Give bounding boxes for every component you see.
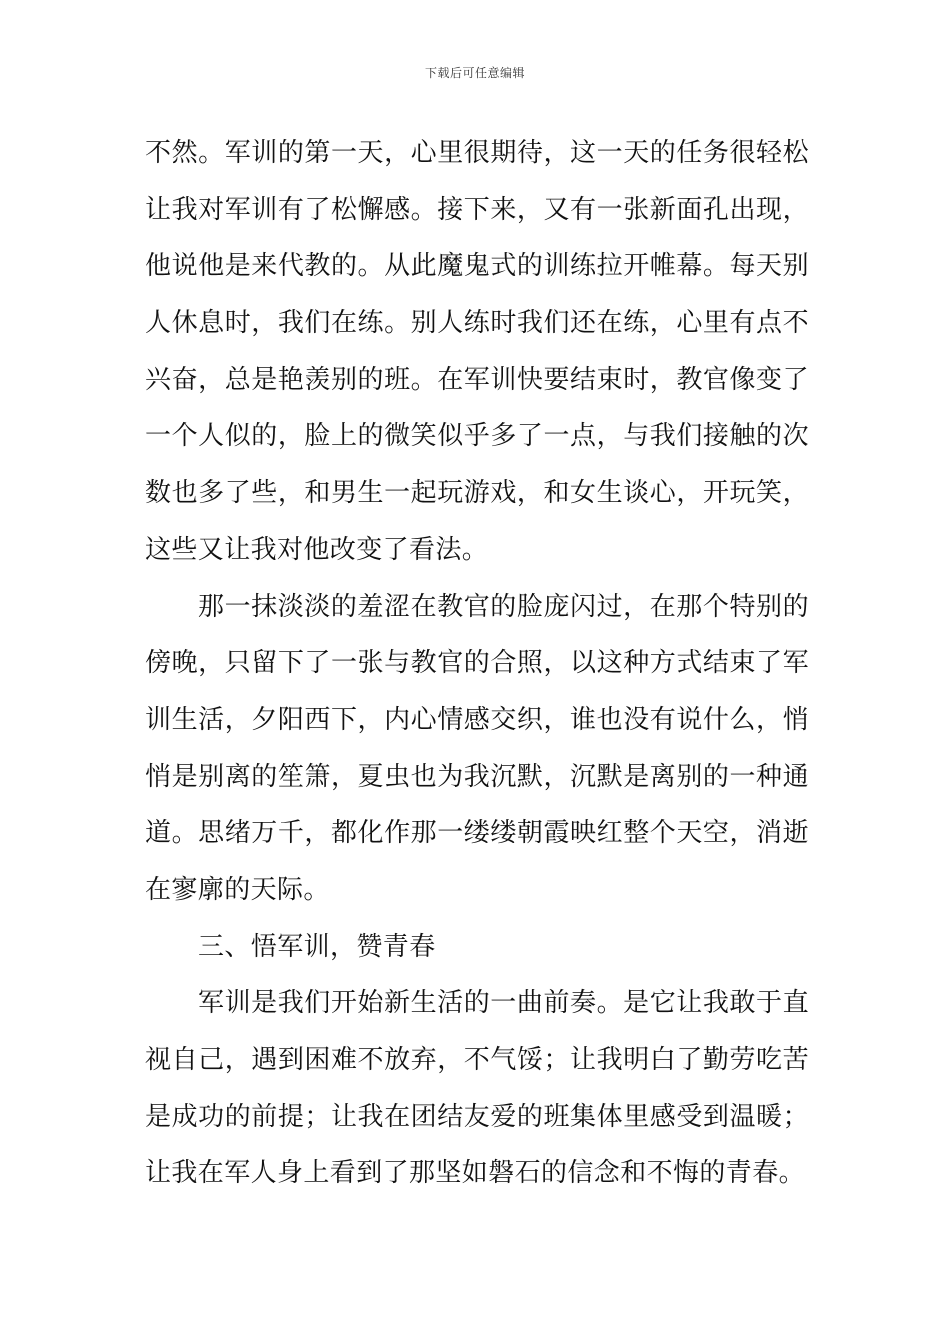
text-line: 那一抹淡淡的羞涩在教官的脸庞闪过，在那个特别的 — [198, 591, 809, 622]
text-line: 在寥廓的天际。 — [145, 874, 330, 905]
text-line: 训生活，夕阳西下，内心情感交织，谁也没有说什么，悄 — [145, 704, 809, 735]
text-line: 这些又让我对他改变了看法。 — [145, 534, 489, 565]
document-body — [145, 125, 809, 1202]
text-line: 让我对军训有了松懈感。接下来，又有一张新面孔出现， — [145, 194, 809, 225]
text-line: 数也多了些，和男生一起玩游戏，和女生谈心，开玩笑， — [145, 478, 809, 509]
text-line: 视自己，遇到困难不放弃，不气馁；让我明白了勤劳吃苦 — [145, 1045, 809, 1075]
text-line: 悄是别离的笙箫，夏虫也为我沉默，沉默是离别的一种通 — [145, 761, 809, 792]
page-header: 下载后可任意编辑 — [424, 66, 525, 80]
text-line: 他说他是来代教的。从此魔鬼式的训练拉开帷幕。每天别 — [145, 251, 809, 282]
section-heading: 三、悟军训，赞青春 — [198, 931, 436, 962]
text-line: 是成功的前提；让我在团结友爱的班集体里感受到温暖； — [145, 1101, 809, 1132]
text-line: 道。思绪万千，都化作那一缕缕朝霞映红整个天空，消逝 — [145, 818, 809, 849]
text-line: 兴奋，总是艳羡别的班。在军训快要结束时，教官像变了 — [145, 364, 809, 395]
text-line: 傍晚，只留下了一张与教官的合照，以这种方式结束了军 — [145, 648, 809, 679]
text-line: 让我在军人身上看到了那坚如磐石的信念和不悔的青春。 — [145, 1158, 806, 1189]
text-line: 一个人似的，脸上的微笑似乎多了一点，与我们接触的次 — [145, 421, 809, 452]
text-line: 军训是我们开始新生活的一曲前奏。是它让我敢于直 — [198, 988, 809, 1019]
text-line: 人休息时，我们在练。别人练时我们还在练，心里有点不 — [145, 308, 809, 339]
text-line: 不然。军训的第一天，心里很期待，这一天的任务很轻松 — [145, 138, 809, 168]
